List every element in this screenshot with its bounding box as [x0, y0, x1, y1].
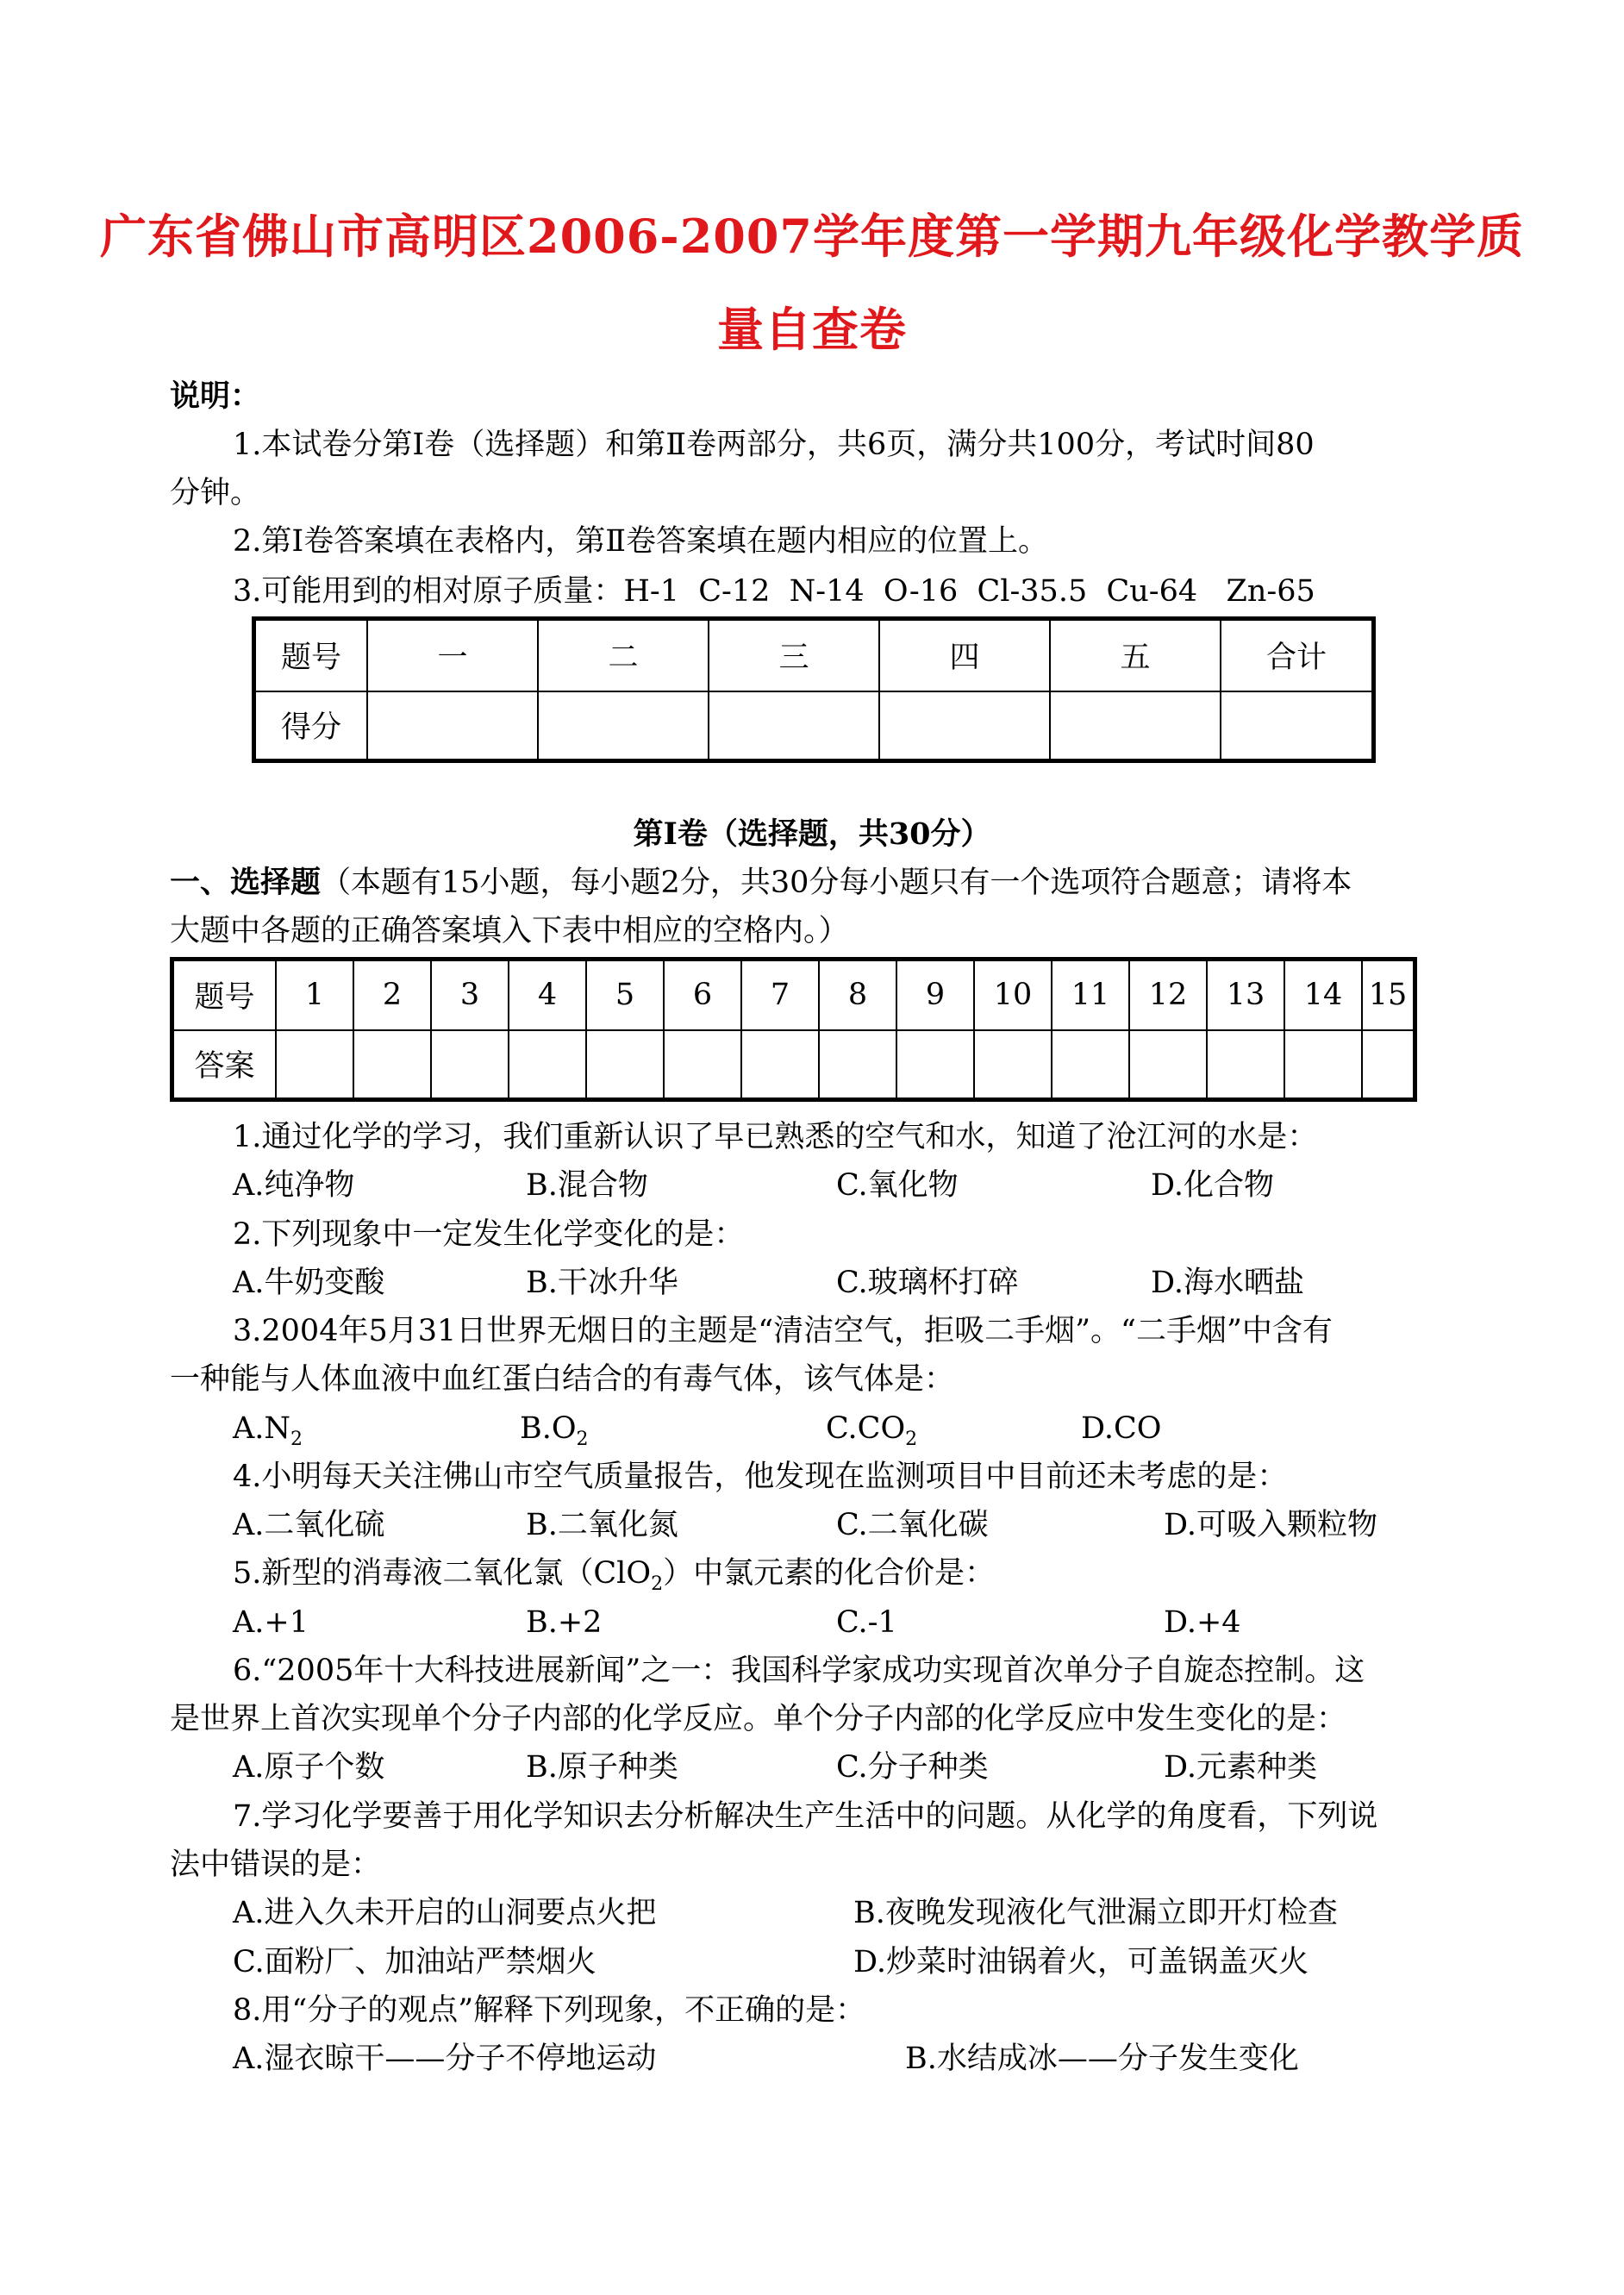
q7-option-a: A.进入久未开启的山洞要点火把 [233, 1896, 657, 1930]
answer-row-label: 答案 [172, 1030, 277, 1100]
answer-cell[interactable] [431, 1030, 509, 1100]
q6-option-b: B.原子种类 [526, 1750, 678, 1785]
question-4: 4.小明每天关注佛山市空气质量报告，他发现在监测项目中目前还未考虑的是： [233, 1460, 1288, 1494]
q7-option-d: D.炒菜时油锅着火，可盖锅盖灭火 [853, 1945, 1309, 1979]
answer-header-cell: 13 [1207, 960, 1284, 1030]
q7-option-c: C.面粉厂、加油站严禁烟火 [233, 1945, 597, 1979]
answer-cell[interactable] [1052, 1030, 1129, 1100]
q2-option-d: D.海水晒盐 [1151, 1266, 1304, 1300]
q3-option-c: $C.CO_2$ [826, 1411, 918, 1450]
section-text: （本题有15小题，每小题2分，共30分每小题只有一个选项符合题意；请将本 [321, 866, 1352, 900]
score-header-cell: 二 [538, 619, 709, 691]
answer-header-cell: 4 [509, 960, 586, 1030]
note-1-cont: 分钟。 [170, 476, 261, 510]
q4-option-d: D.可吸入颗粒物 [1164, 1508, 1377, 1542]
section-intro-cont: 大题中各题的正确答案填入下表中相应的空格内。） [170, 914, 849, 948]
answer-cell[interactable] [276, 1030, 353, 1100]
answer-cell[interactable] [664, 1030, 741, 1100]
score-header-cell: 五 [1050, 619, 1221, 691]
score-table [252, 616, 1376, 763]
question-5: 5.新型的消毒液二氧化氯（ClO$_2$）中氯元素的化合价是： [233, 1556, 996, 1595]
section-intro [170, 864, 1352, 902]
answer-header-cell: 题号 [172, 960, 277, 1030]
question-2: 2.下列现象中一定发生化学变化的是： [233, 1217, 745, 1252]
q4-option-b: B.二氧化氮 [526, 1508, 678, 1542]
question-6-cont: 是世界上首次实现单个分子内部的化学反应。单个分子内部的化学反应中发生变化的是： [170, 1702, 1347, 1736]
notes-heading: 说明： [170, 378, 261, 414]
q1-option-a: A.纯净物 [233, 1168, 355, 1203]
answer-cell[interactable] [819, 1030, 896, 1100]
question-7-cont: 法中错误的是： [170, 1848, 382, 1882]
part1-heading: 第Ⅰ卷（选择题，共30分） [633, 816, 991, 852]
answer-cell[interactable] [1207, 1030, 1284, 1100]
q5-option-a: A.+1 [233, 1605, 309, 1640]
page-title: 广东省佛山市高明区2006-2007学年度第一学期九年级化学教学质 [100, 209, 1524, 264]
score-cell[interactable] [1050, 691, 1221, 761]
answer-header-cell: 12 [1129, 960, 1207, 1030]
score-cell[interactable] [367, 691, 538, 761]
q3-option-b: $B.O_2$ [520, 1411, 589, 1450]
answer-cell[interactable] [1362, 1030, 1415, 1100]
question-3-cont: 一种能与人体血液中血红蛋白结合的有毒气体，该气体是： [170, 1362, 955, 1397]
answer-header-cell: 9 [896, 960, 974, 1030]
q2-option-b: B.干冰升华 [526, 1266, 678, 1300]
answer-cell[interactable] [741, 1030, 819, 1100]
score-header-cell: 三 [709, 619, 879, 691]
answer-header-cell: 15 [1362, 960, 1415, 1030]
score-cell[interactable] [709, 691, 879, 761]
score-header-cell: 四 [879, 619, 1050, 691]
q7-option-b: B.夜晚发现液化气泄漏立即开灯检查 [853, 1896, 1338, 1930]
score-cell[interactable] [1221, 691, 1374, 761]
answer-cell[interactable] [1129, 1030, 1207, 1100]
q8-option-a: A.湿衣晾干——分子不停地运动 [233, 2042, 657, 2076]
score-header-cell: 合计 [1221, 619, 1374, 691]
q2-option-c: C.玻璃杯打碎 [836, 1266, 1019, 1300]
score-cell[interactable] [879, 691, 1050, 761]
question-3: 3.2004年5月31日世界无烟日的主题是“清洁空气，拒吸二手烟”。“二手烟”中含有 [233, 1314, 1333, 1348]
question-1: 1.通过化学的学习，我们重新认识了早已熟悉的空气和水，知道了沧江河的水是： [233, 1120, 1318, 1154]
q5-option-d: D.+4 [1164, 1605, 1241, 1640]
section-label: 一、选择题 [170, 865, 322, 900]
answer-header-cell: 8 [819, 960, 896, 1030]
q1-option-c: C.氧化物 [836, 1168, 959, 1203]
answer-header-cell: 1 [276, 960, 353, 1030]
q6-option-a: A.原子个数 [233, 1750, 385, 1785]
q3-option-d: D.CO [1081, 1411, 1162, 1446]
q6-option-c: C.分子种类 [836, 1750, 989, 1785]
q5-option-c: C.-1 [836, 1605, 897, 1640]
q6-option-d: D.元素种类 [1164, 1750, 1317, 1785]
q5-option-b: B.+2 [526, 1605, 603, 1640]
answer-header-cell: 14 [1284, 960, 1362, 1030]
q4-option-a: A.二氧化硫 [233, 1508, 385, 1542]
question-7: 7.学习化学要善于用化学知识去分析解决生产生活中的问题。从化学的角度看，下列说 [233, 1799, 1378, 1834]
answer-header-cell: 5 [586, 960, 664, 1030]
answer-header-cell: 11 [1052, 960, 1129, 1030]
q1-option-d: D.化合物 [1151, 1168, 1274, 1203]
answer-cell[interactable] [896, 1030, 974, 1100]
answer-header-cell: 6 [664, 960, 741, 1030]
answer-table [170, 957, 1417, 1102]
answer-header-cell: 7 [741, 960, 819, 1030]
score-cell[interactable] [538, 691, 709, 761]
score-header-cell: 一 [367, 619, 538, 691]
answer-cell[interactable] [353, 1030, 431, 1100]
note-2: 2.第Ⅰ卷答案填在表格内，第Ⅱ卷答案填在题内相应的位置上。 [233, 524, 1049, 559]
answer-header-cell: 2 [353, 960, 431, 1030]
answer-header-cell: 10 [974, 960, 1052, 1030]
score-row-label: 得分 [254, 691, 368, 761]
score-header-cell: 题号 [254, 619, 368, 691]
q4-option-c: C.二氧化碳 [836, 1508, 989, 1542]
question-6: 6.“2005年十大科技进展新闻”之一：我国科学家成功实现首次单分子自旋态控制。这 [233, 1654, 1365, 1688]
page-title-cont: 量自查卷 [717, 302, 907, 357]
answer-cell[interactable] [1284, 1030, 1362, 1100]
answer-cell[interactable] [974, 1030, 1052, 1100]
answer-cell[interactable] [509, 1030, 586, 1100]
answer-cell[interactable] [586, 1030, 664, 1100]
q2-option-a: A.牛奶变酸 [233, 1266, 385, 1300]
question-8: 8.用“分子的观点”解释下列现象，不正确的是： [233, 1993, 866, 2028]
note-3: 3.可能用到的相对原子质量：H-1 C-12 N-14 O-16 Cl-35.5 Cu-64 Zn-65 [233, 574, 1315, 609]
q3-option-a: $A.N_2$ [233, 1411, 303, 1450]
answer-header-cell: 3 [431, 960, 509, 1030]
q8-option-b: B.水结成冰——分子发生变化 [905, 2042, 1299, 2076]
q1-option-b: B.混合物 [526, 1168, 648, 1203]
note-1: 1.本试卷分第Ⅰ卷（选择题）和第Ⅱ卷两部分，共6页，满分共100分，考试时间80 [233, 428, 1315, 462]
